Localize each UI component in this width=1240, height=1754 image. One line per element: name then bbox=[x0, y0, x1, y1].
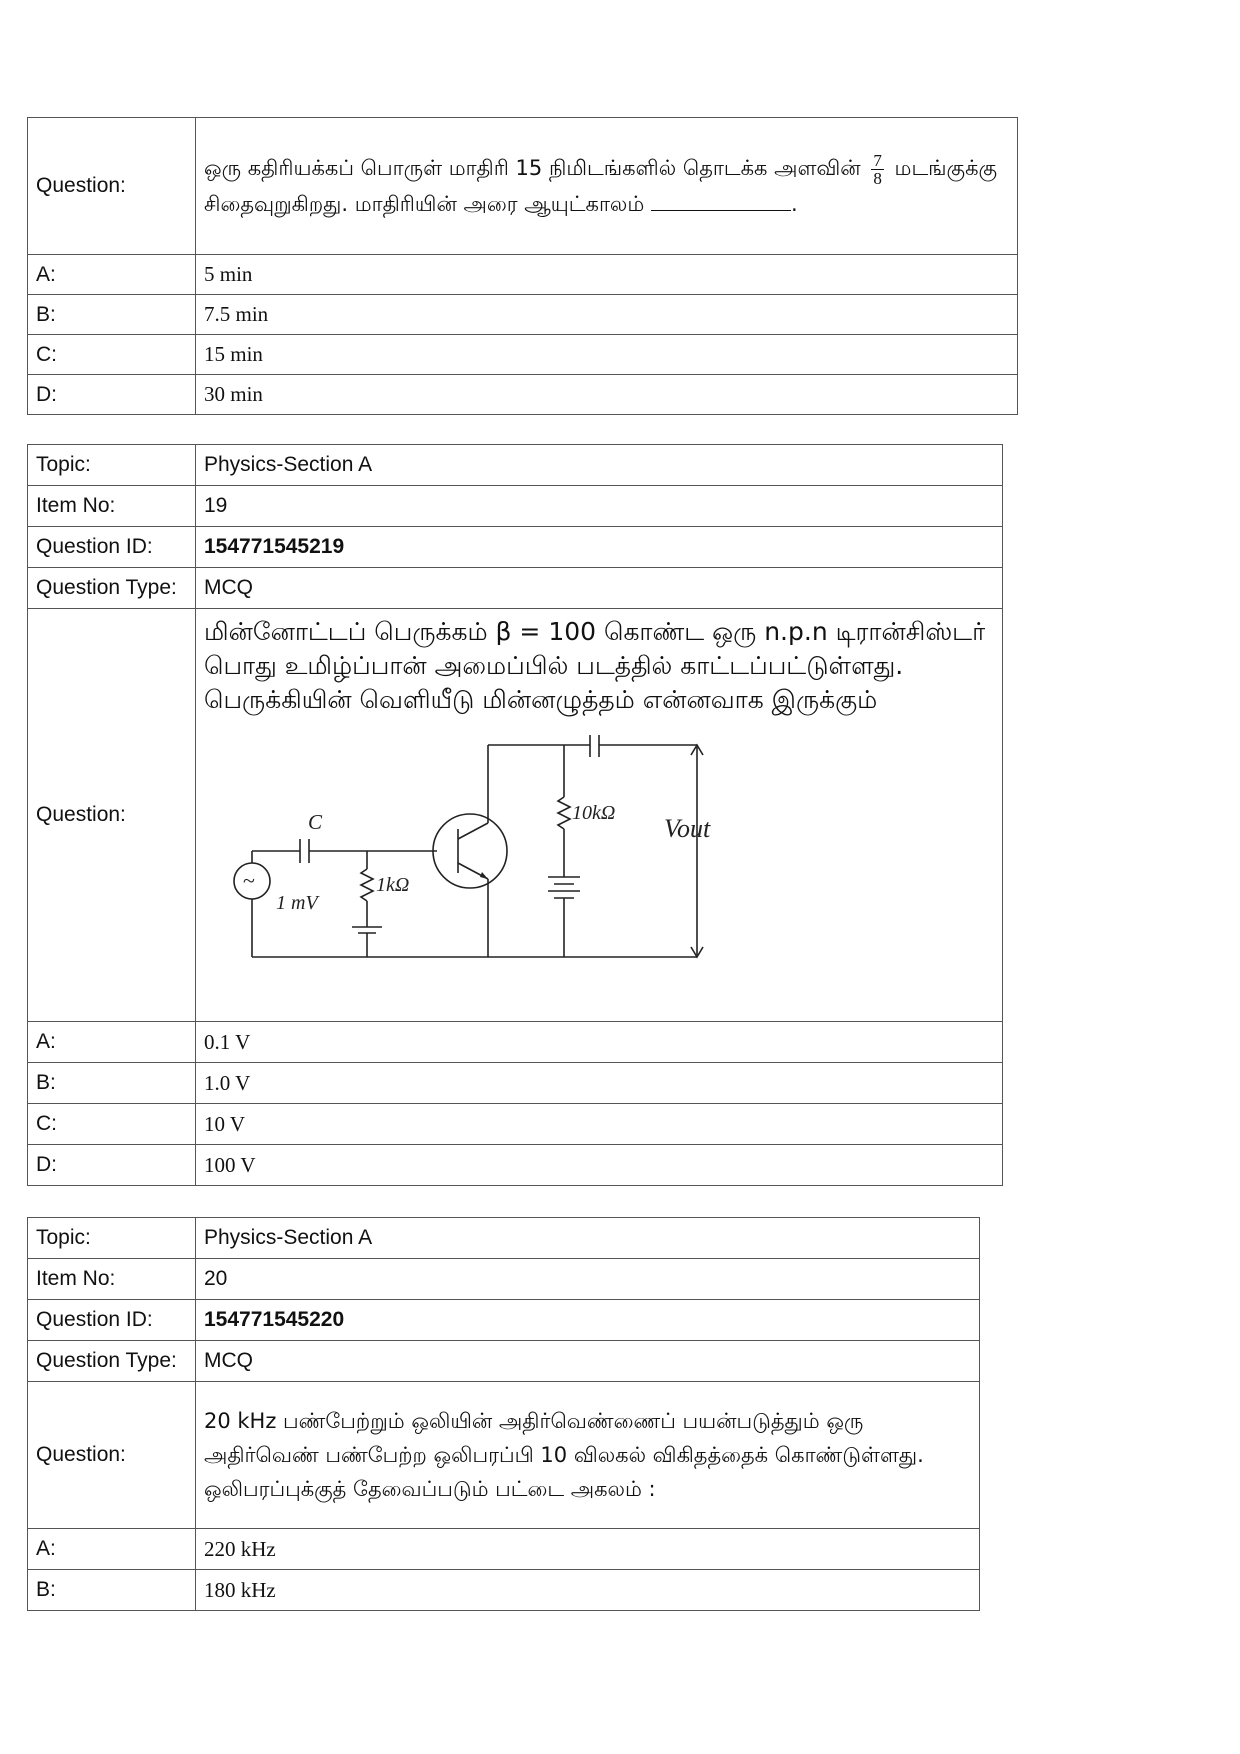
source-symbol: ~ bbox=[243, 868, 255, 893]
option-value: 7.5 min bbox=[196, 295, 1018, 335]
question-cell bbox=[196, 609, 1003, 1022]
option-label: B: bbox=[28, 1063, 196, 1104]
capacitor-label: C bbox=[308, 810, 323, 834]
question-id-label: Question ID: bbox=[28, 1300, 196, 1341]
option-value: 10 V bbox=[196, 1104, 1003, 1145]
option-value: 30 min bbox=[196, 375, 1018, 415]
topic-label: Topic: bbox=[28, 445, 196, 486]
question-text: 20 kHz பண்பேற்றும் ஒலியின் அதிர்வெண்ணைப் பயன்படுத்தும் ஒரு அதிர்வெண் பண்பேற்ற ஒலிபரப்பி 10 விலகல் விகிதத்தைக் கொண்டுள்ளது. ஒலிபரப்புக்குத் தேவைப்படும் பட்டை அகலம் : bbox=[196, 1382, 980, 1529]
item-no-label: Item No: bbox=[28, 1259, 196, 1300]
option-value: 180 kHz bbox=[196, 1570, 980, 1611]
item-no-value: 19 bbox=[196, 486, 1003, 527]
question-id-value: 154771545220 bbox=[196, 1300, 980, 1341]
option-row bbox=[28, 1022, 1003, 1063]
question-type-label: Question Type: bbox=[28, 1341, 196, 1382]
question-text bbox=[196, 118, 1018, 255]
question-text-part1: ஒரு கதிரியக்கப் பொருள் மாதிரி 15 நிமிடங்களில் தொடக்க அளவின் bbox=[204, 156, 861, 181]
option-row bbox=[28, 375, 1018, 415]
question-type-value: MCQ bbox=[196, 1341, 980, 1382]
question-text-end: . bbox=[790, 191, 798, 216]
question-table-19 bbox=[27, 444, 1003, 1186]
option-row bbox=[28, 255, 1018, 295]
option-row bbox=[28, 1145, 1003, 1186]
output-label: Vout bbox=[664, 814, 711, 843]
option-row bbox=[28, 1104, 1003, 1145]
topic-value: Physics-Section A bbox=[196, 445, 1003, 486]
option-value: 0.1 V bbox=[196, 1022, 1003, 1063]
topic-label: Topic: bbox=[28, 1218, 196, 1259]
fraction-numerator: 7 bbox=[873, 150, 882, 170]
question-text: மின்னோட்டப் பெருக்கம் β = 100 கொண்ட ஒரு n.p.n டிரான்சிஸ்டர் பொது உமிழ்ப்பான் அமைப்பில் படத்தில் காட்டப்பட்டுள்ளது. பெருக்கியின் வெளியீடு மின்னழுத்தம் என்னவாக இருக்கும் bbox=[204, 617, 986, 714]
topic-value: Physics-Section A bbox=[196, 1218, 980, 1259]
question-id-value: 154771545219 bbox=[196, 527, 1003, 568]
question-table-20 bbox=[27, 1217, 980, 1611]
option-value: 15 min bbox=[196, 335, 1018, 375]
question-type-label: Question Type: bbox=[28, 568, 196, 609]
item-no-label: Item No: bbox=[28, 486, 196, 527]
transistor-circuit-diagram bbox=[212, 717, 772, 977]
option-row bbox=[28, 1570, 980, 1611]
option-label: C: bbox=[28, 1104, 196, 1145]
question-label: Question: bbox=[28, 118, 196, 255]
question-label: Question: bbox=[28, 609, 196, 1022]
option-label: D: bbox=[28, 375, 196, 415]
question-table-18 bbox=[27, 117, 1018, 415]
option-label: A: bbox=[28, 255, 196, 295]
answer-blank bbox=[651, 188, 791, 211]
option-value: 1.0 V bbox=[196, 1063, 1003, 1104]
question-id-label: Question ID: bbox=[28, 527, 196, 568]
option-value: 100 V bbox=[196, 1145, 1003, 1186]
source-label: 1 mV bbox=[276, 892, 318, 914]
item-no-value: 20 bbox=[196, 1259, 980, 1300]
question-type-value: MCQ bbox=[196, 568, 1003, 609]
option-label: B: bbox=[28, 295, 196, 335]
option-label: D: bbox=[28, 1145, 196, 1186]
input-resistor-label: 1kΩ bbox=[376, 874, 410, 896]
option-label: A: bbox=[28, 1529, 196, 1570]
option-row bbox=[28, 295, 1018, 335]
question-label: Question: bbox=[28, 1382, 196, 1529]
option-value: 5 min bbox=[196, 255, 1018, 295]
question-text-part2: மடங்குக்கு சிதைவுறுகிறது. மாதிரியின் அரை ஆயுட்காலம் bbox=[204, 156, 998, 216]
collector-resistor-label: 10kΩ bbox=[572, 802, 616, 824]
option-row bbox=[28, 335, 1018, 375]
option-label: C: bbox=[28, 335, 196, 375]
option-label: B: bbox=[28, 1570, 196, 1611]
option-value: 220 kHz bbox=[196, 1529, 980, 1570]
fraction-denominator: 8 bbox=[873, 168, 882, 188]
fraction bbox=[871, 152, 884, 187]
option-row bbox=[28, 1529, 980, 1570]
option-label: A: bbox=[28, 1022, 196, 1063]
option-row bbox=[28, 1063, 1003, 1104]
